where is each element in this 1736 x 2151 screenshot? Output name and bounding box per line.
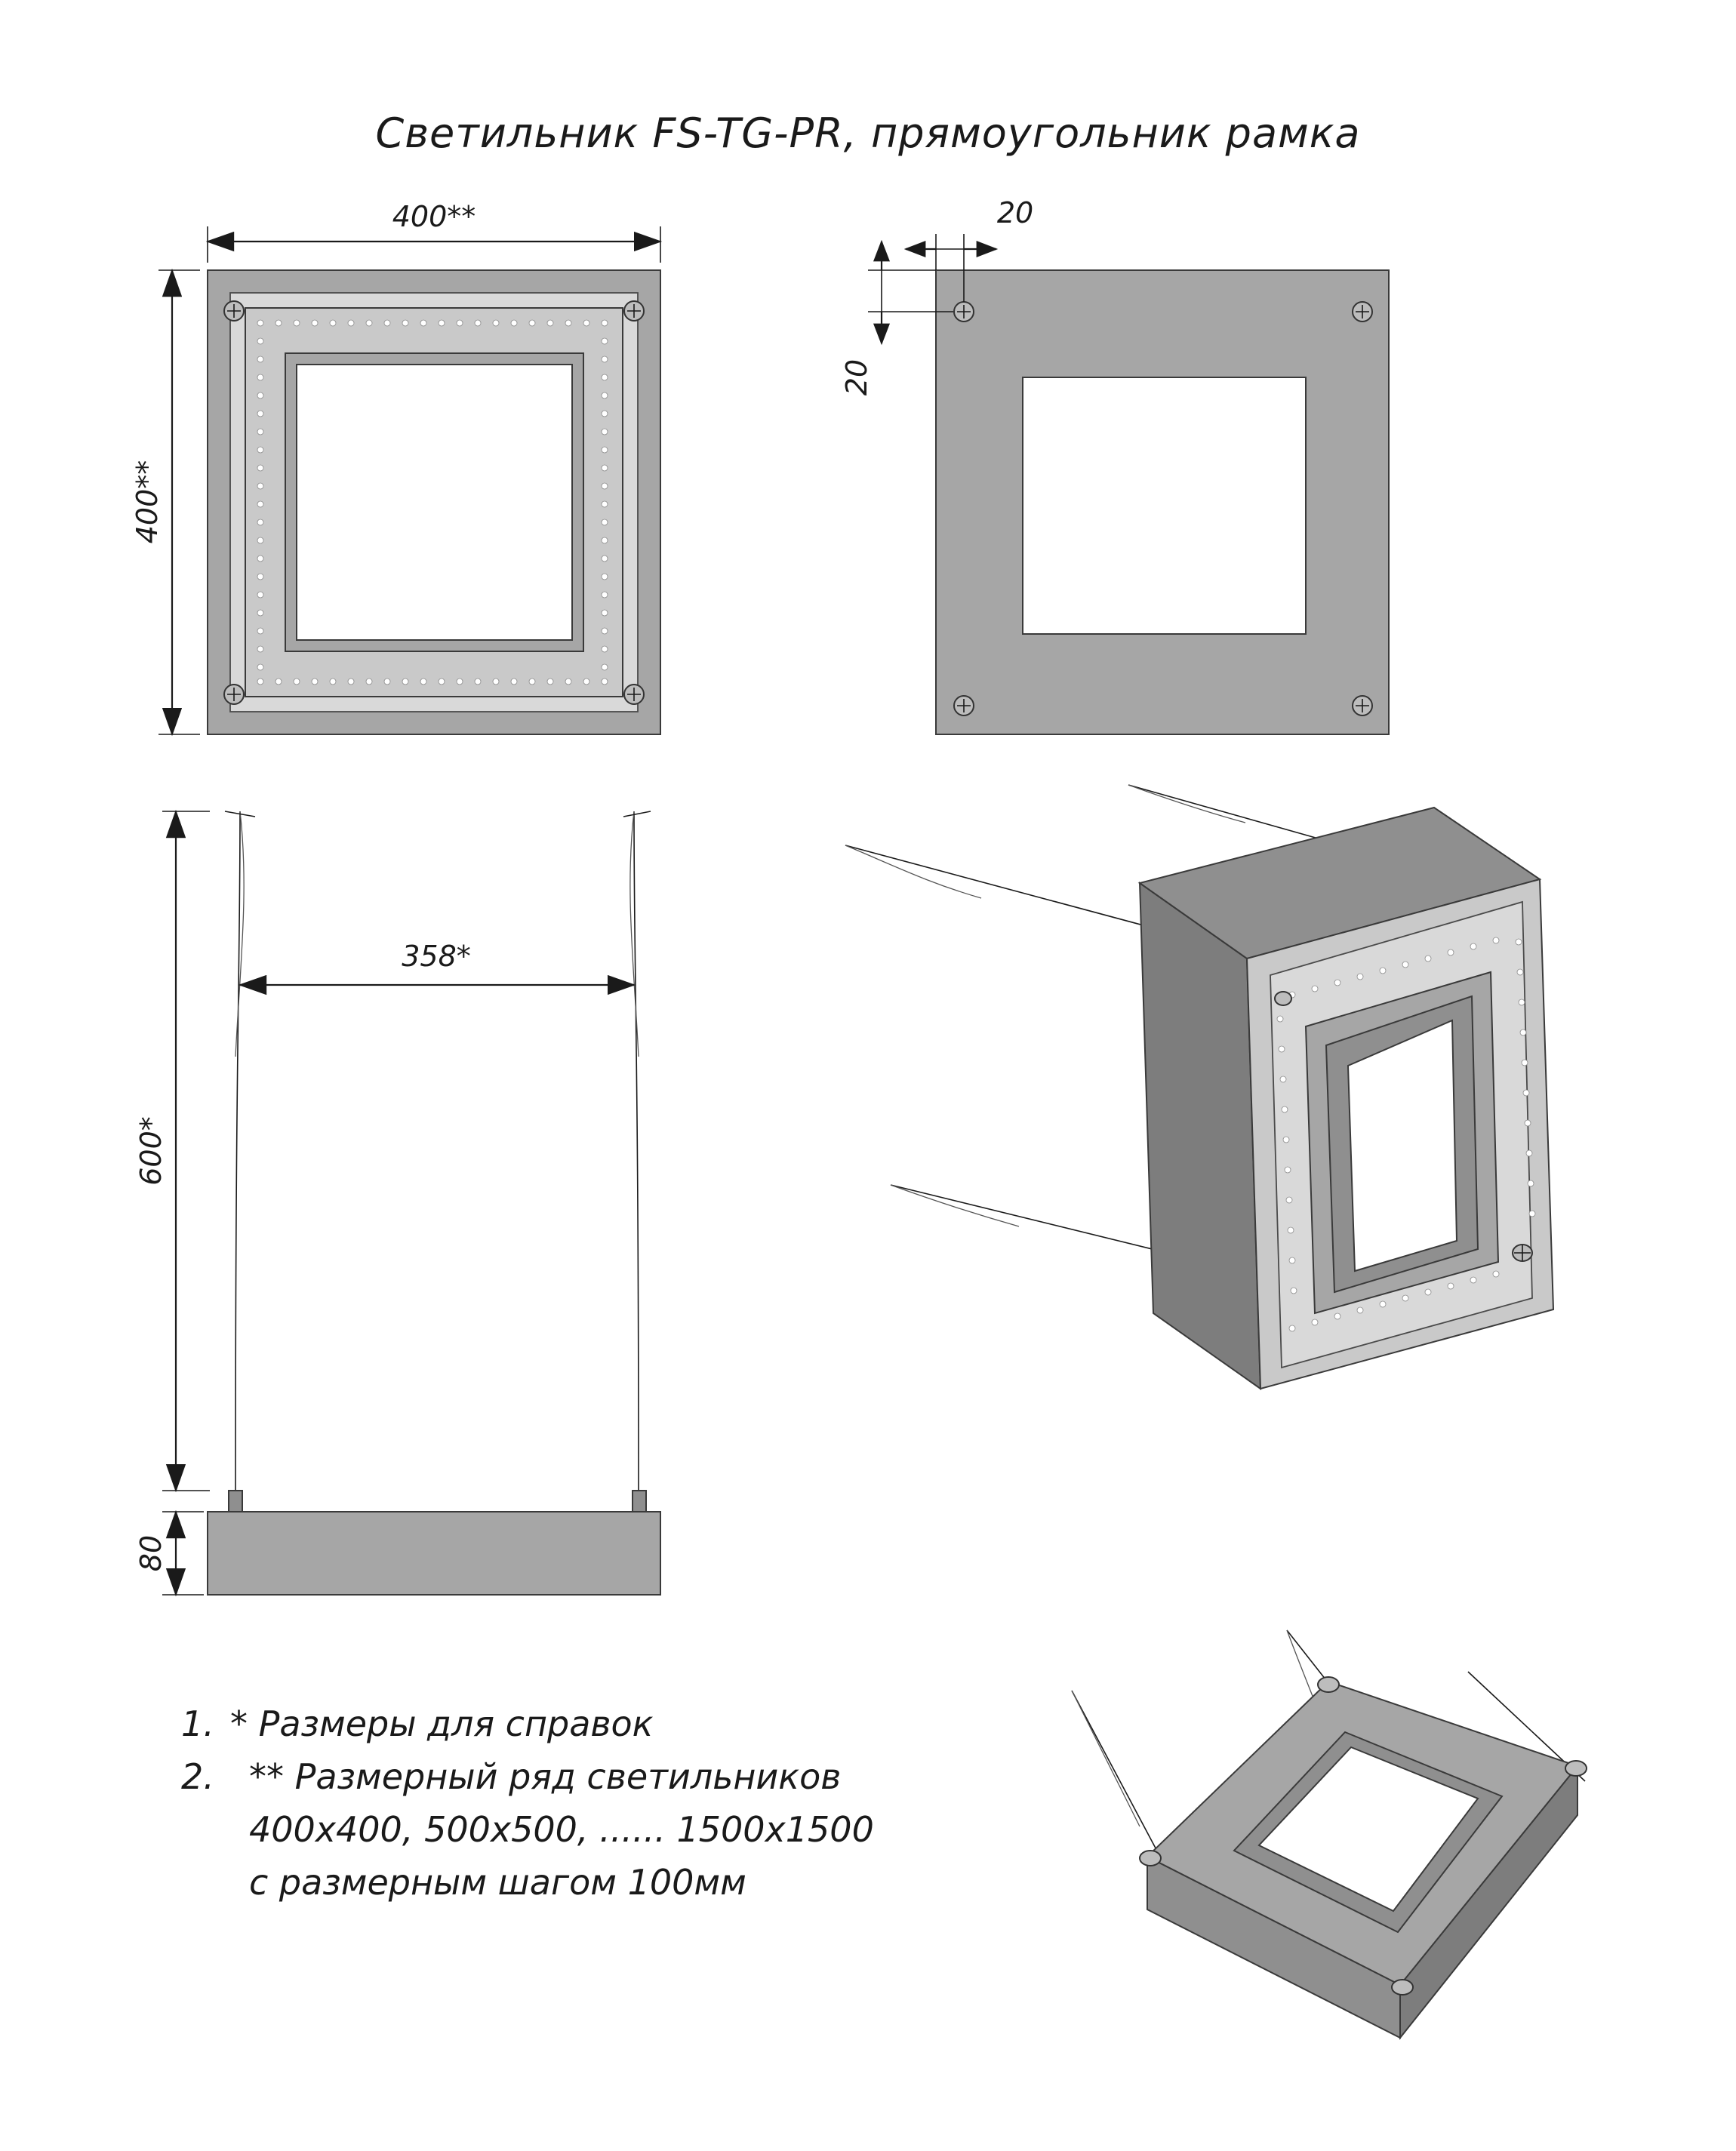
dimension-suspension-width: 358* bbox=[402, 940, 471, 973]
front-face-view bbox=[208, 270, 660, 734]
suspension-screw bbox=[1353, 696, 1372, 715]
suspension-side-view bbox=[208, 811, 660, 1595]
side-view-dimensions bbox=[134, 811, 634, 1595]
notes-block bbox=[181, 1703, 874, 1903]
note-text-4: с размерным шагом 100мм bbox=[249, 1862, 746, 1903]
suspension-screw bbox=[954, 696, 974, 715]
note-text-2: ** Размерный ряд светильников bbox=[249, 1756, 842, 1797]
suspension-screw bbox=[624, 685, 644, 704]
dimension-suspension-height: 600* bbox=[134, 1116, 168, 1186]
note-number-1: 1. bbox=[181, 1703, 214, 1744]
suspension-screw bbox=[1353, 302, 1372, 322]
suspension-screw bbox=[1392, 1980, 1413, 1995]
suspension-screw bbox=[1513, 1245, 1532, 1261]
dimension-fixture-thickness: 80 bbox=[134, 1534, 168, 1572]
note-text-3: 400х400, 500х500, ...... 1500х1500 bbox=[249, 1809, 874, 1850]
suspension-screw bbox=[224, 301, 244, 321]
note-text-1: * Размеры для справок bbox=[230, 1703, 654, 1744]
note-number-2: 2. bbox=[181, 1756, 214, 1797]
dimension-top-width: 400** bbox=[392, 200, 476, 233]
dimension-left-height: 400** bbox=[131, 460, 164, 544]
dimension-offset-vertical: 20 bbox=[840, 358, 873, 396]
suspension-screw bbox=[224, 685, 244, 704]
suspension-screw bbox=[1565, 1761, 1587, 1776]
isometric-back-view bbox=[1072, 1630, 1587, 2038]
page-title: Светильник FS-TG-PR, прямоугольник рамка bbox=[375, 109, 1361, 157]
back-face-view bbox=[936, 270, 1389, 734]
suspension-screw bbox=[1318, 1677, 1339, 1692]
suspension-screw bbox=[1140, 1851, 1161, 1866]
isometric-front-view bbox=[845, 785, 1553, 1389]
suspension-screw bbox=[1275, 992, 1291, 1005]
suspension-screw bbox=[954, 302, 974, 322]
suspension-screw bbox=[624, 301, 644, 321]
dimension-offset-horizontal: 20 bbox=[996, 196, 1034, 229]
